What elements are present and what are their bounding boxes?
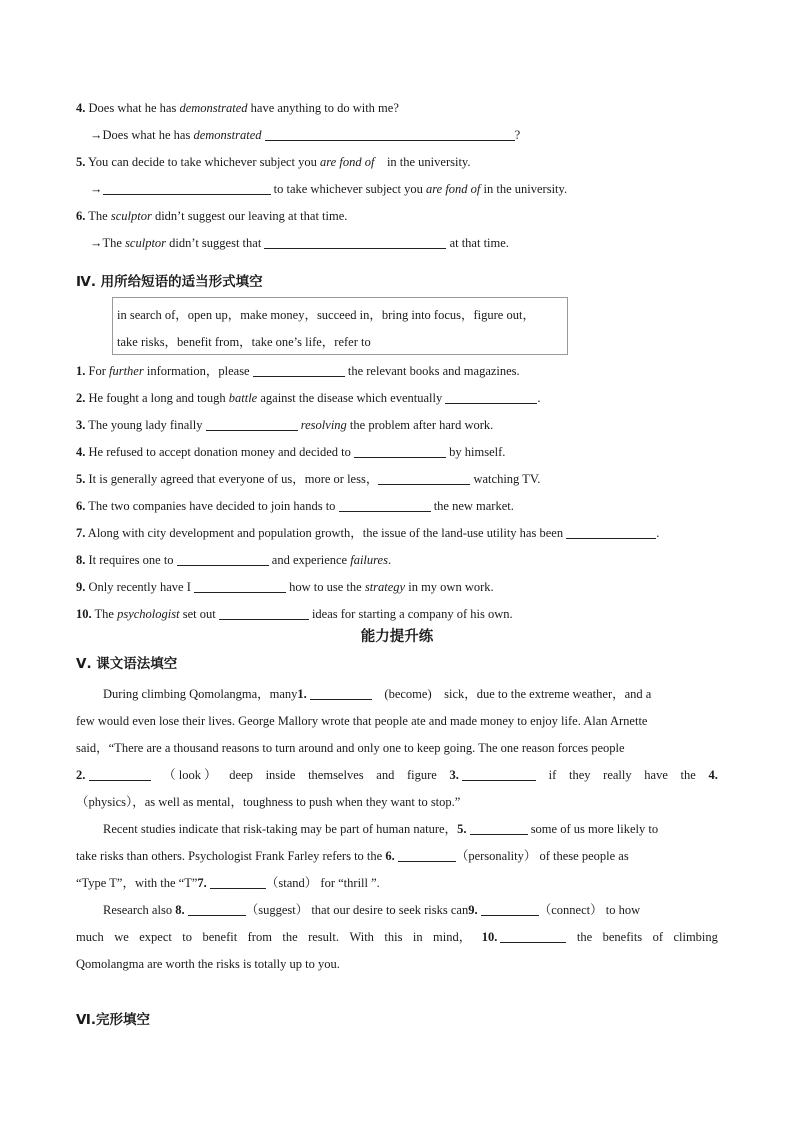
answer-blank[interactable] [500, 930, 566, 943]
answer-blank[interactable] [354, 445, 446, 458]
rewrite-item-6: 6. The sculptor didn’t suggest our leaving at that time. [76, 209, 348, 223]
passage-line: （physics），as well as mental，toughness to push when they want to stop.” [76, 795, 461, 809]
arrow-icon: → [90, 236, 103, 250]
answer-blank[interactable] [188, 903, 246, 916]
rewrite-answer-5: → to take whichever subject you are fond of in the university. [90, 182, 568, 196]
passage-line: 2. （ look ） deep inside themselves and figure 3. if they really have the 4. [76, 768, 718, 782]
rewrite-answer-4: →Does what he has demonstrated ? [90, 128, 521, 142]
fill-item-5: 5. It is generally agreed that everyone of us，more or less， watching TV. [76, 472, 541, 486]
answer-blank[interactable] [566, 526, 656, 539]
fill-item-6: 6. The two companies have decided to join hands to the new market. [76, 499, 514, 513]
fill-item-10: 10. The psychologist set out ideas for starting a company of his own. [76, 607, 513, 621]
fill-item-8: 8. It requires one to and experience failures. [76, 553, 392, 567]
phrase-box [112, 297, 568, 355]
answer-blank[interactable] [89, 768, 151, 781]
answer-blank[interactable] [264, 236, 446, 249]
answer-blank[interactable] [481, 903, 539, 916]
passage-line: During climbing Qomolangma，many1. (become) sick，due to the extreme weather，and a [103, 687, 652, 701]
fill-item-4: 4. He refused to accept donation money and decided to by himself. [76, 445, 506, 459]
answer-blank[interactable] [445, 391, 537, 404]
section-6-title: Ⅵ.完形填空 [76, 1012, 150, 1028]
section-5-title: Ⅴ. 课文语法填空 [76, 656, 178, 672]
phrase-box-line-2: take risks，benefit from，take one’s life，refer to [117, 335, 371, 349]
answer-blank[interactable] [462, 768, 536, 781]
rewrite-item-4: 4. Does what he has demonstrated have anything to do with me? [76, 101, 399, 115]
rewrite-item-5: 5. You can decide to take whichever subject you are fond of in the university. [76, 155, 471, 169]
answer-blank[interactable] [310, 687, 372, 700]
answer-blank[interactable] [253, 364, 345, 377]
passage-line: “Type T”，with the “T”7. （stand） for “thrill ”. [76, 876, 380, 890]
answer-blank[interactable] [206, 418, 298, 431]
fill-item-2: 2. He fought a long and tough battle against the disease which eventually . [76, 391, 541, 405]
section-4-title: Ⅳ. 用所给短语的适当形式填空 [76, 274, 263, 290]
passage-line: few would even lose their lives. George Mallory wrote that people ate and made money to enjoy life. Alan Arnette [76, 714, 648, 728]
passage-line: said，“There are a thousand reasons to turn around and only one to keep going. The one reason forces people [76, 741, 625, 755]
answer-blank[interactable] [210, 876, 266, 889]
answer-blank[interactable] [378, 472, 470, 485]
answer-blank[interactable] [339, 499, 431, 512]
phrase-box-line-1: in search of，open up，make money，succeed in，bring into focus，figure out， [117, 308, 535, 322]
answer-blank[interactable] [219, 607, 309, 620]
passage-line: Research also 8. （suggest） that our desire to seek risks can9. （connect） to how [103, 903, 641, 917]
answer-blank[interactable] [398, 849, 456, 862]
passage-line: Qomolangma are worth the risks is totally up to you. [76, 957, 340, 971]
fill-item-9: 9. Only recently have I how to use the strategy in my own work. [76, 580, 494, 594]
passage-line: Recent studies indicate that risk-taking may be part of human nature，5. some of us more likely to [103, 822, 659, 836]
arrow-icon: → [90, 128, 103, 142]
answer-blank[interactable] [194, 580, 286, 593]
passage-line: much we expect to benefit from the result. With this in mind， 10. the benefits of climbing [76, 930, 718, 944]
passage-line: take risks than others. Psychologist Frank Farley refers to the 6. （personality） of these people as [76, 849, 629, 863]
fill-item-7: 7. Along with city development and population growth，the issue of the land-use utility has been . [76, 526, 660, 540]
answer-blank[interactable] [265, 128, 515, 141]
answer-blank[interactable] [103, 182, 271, 195]
page-section-title: 能力提升练 [360, 629, 434, 645]
rewrite-answer-6: →The sculptor didn’t suggest that at that time. [90, 236, 509, 250]
arrow-icon: → [90, 182, 103, 196]
fill-item-1: 1. For further information，please the relevant books and magazines. [76, 364, 520, 378]
answer-blank[interactable] [470, 822, 528, 835]
answer-blank[interactable] [177, 553, 269, 566]
fill-item-3: 3. The young lady finally resolving the problem after hard work. [76, 418, 494, 432]
